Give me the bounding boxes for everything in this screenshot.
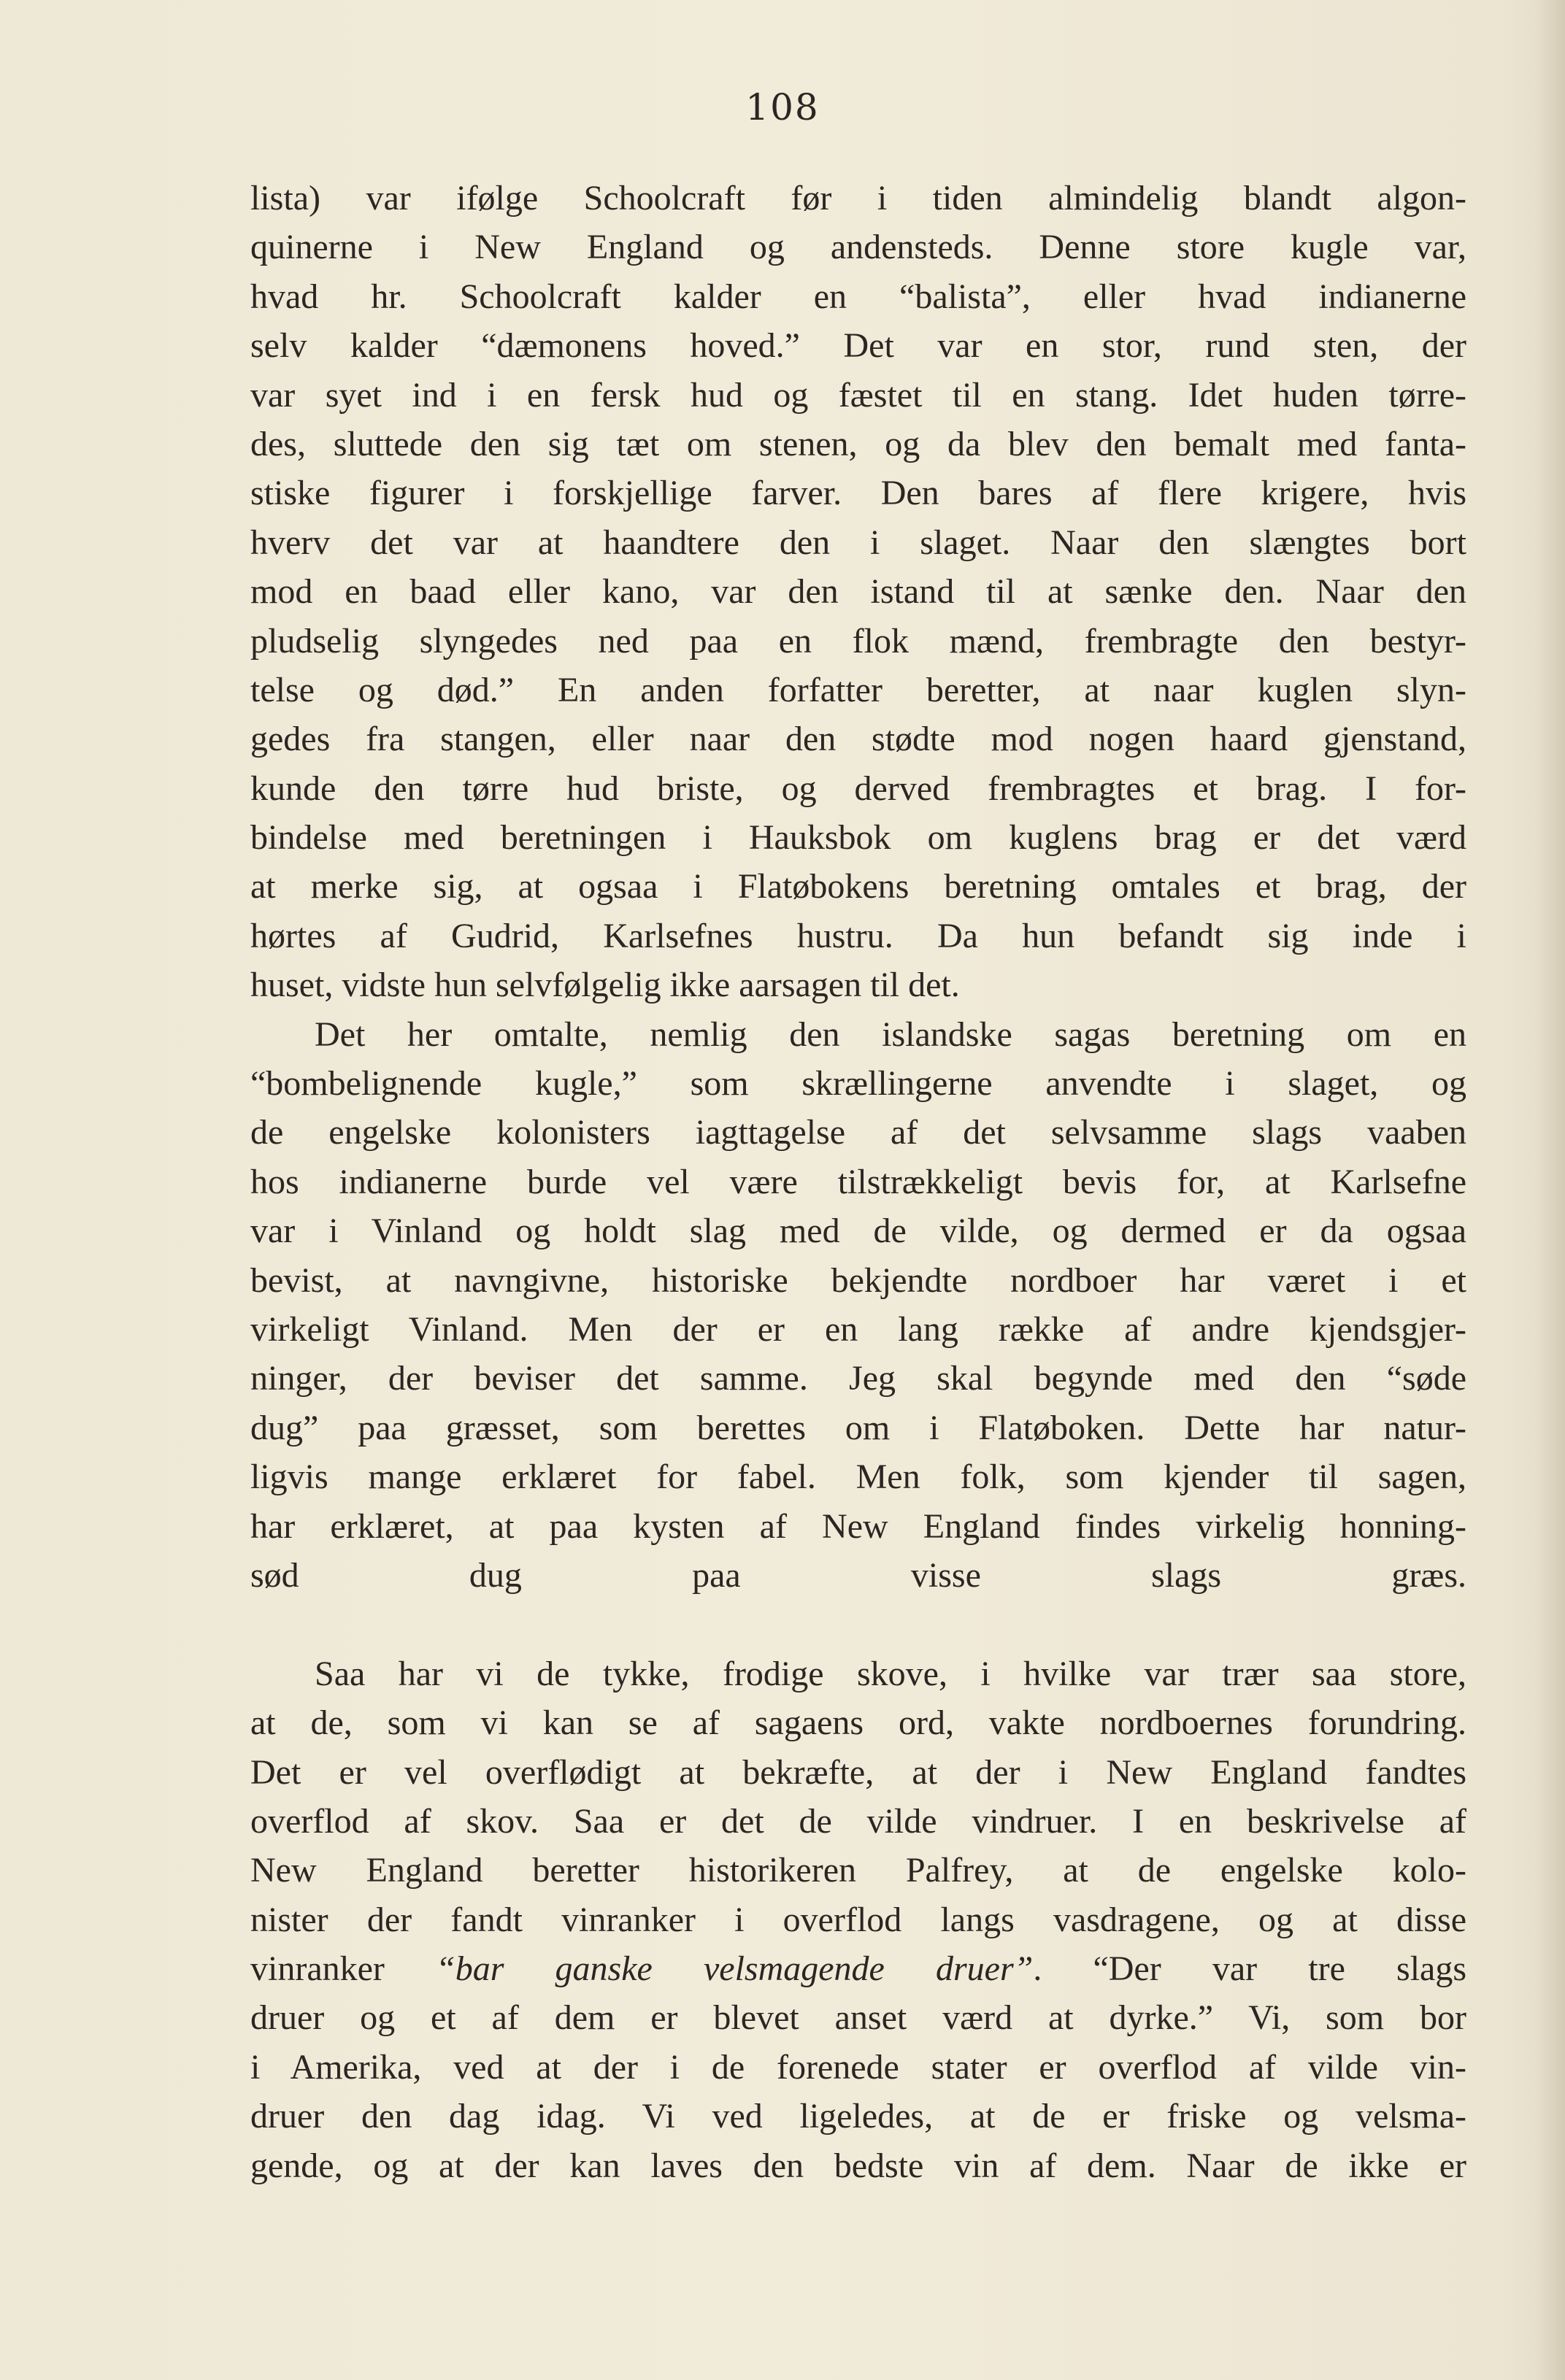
text-line: sød dug paa visse slags græs. <box>250 1555 1466 1595</box>
text-line: hørtes af Gudrid, Karlsefnes hustru. Da hun befandt sig inde i <box>250 916 1466 955</box>
text-line: kunde den tørre hud briste, og derved frembragtes et brag. I for- <box>250 769 1466 808</box>
text-line: mod en baad eller kano, var den istand til at sænke den. Naar den <box>250 572 1466 612</box>
text-line: de engelske kolonisters iagttagelse af det selvsamme slags vaaben <box>250 1113 1466 1152</box>
text-line: var i Vinland og holdt slag med de vilde, og dermed er da ogsaa <box>250 1212 1466 1251</box>
text-line: Det her omtalte, nemlig den islandske sagas beretning om en <box>315 1014 1466 1054</box>
text-line: at de, som vi kan se af sagaens ord, vakte nordboernes forundring. <box>250 1703 1466 1743</box>
text-line: stiske figurer i forskjellige farver. Den bares af flere krigere, hvis <box>250 474 1466 513</box>
text-line <box>250 1600 1466 1649</box>
text-line: dug” paa græsset, som berettes om i Flatøboken. Dette har natur- <box>250 1408 1466 1447</box>
text-line: huset, vidste hun selvfølgelig ikke aarsagen til det. <box>250 966 960 1005</box>
text-line: bevist, at navngivne, historiske bekjendte nordboer har været i et <box>250 1260 1466 1300</box>
text-segment: vinranker <box>250 1949 437 1989</box>
text-line: hvad hr. Schoolcraft kalder en “balista”, eller hvad indianerne <box>250 277 1466 316</box>
text-line: Saa har vi de tykke, frodige skove, i hvilke var trær saa store, <box>315 1654 1466 1693</box>
text-segment: . “Der var tre slags <box>1033 1949 1466 1989</box>
paragraph <box>250 1010 1466 1649</box>
text-line: gende, og at der kan laves den bedste vin af dem. Naar de ikke er <box>250 2146 1466 2185</box>
text-line: bindelse med beretningen i Hauksbok om kuglens brag er det værd <box>250 818 1466 858</box>
text-line: des, sluttede den sig tæt om stenen, og da blev den bemalt med fanta- <box>250 424 1466 463</box>
text-line-with-quote <box>250 1944 1466 1993</box>
italic-quote: “bar ganske velsmagende druer” <box>436 1949 1034 1989</box>
text-line: ligvis mange erklæret for fabel. Men folk, som kjender til sagen, <box>250 1457 1466 1497</box>
text-line: selv kalder “dæmonens hoved.” Det var en stor, rund sten, der <box>250 326 1466 366</box>
text-line: at merke sig, at ogsaa i Flatøbokens beretning omtales et brag, der <box>250 867 1466 906</box>
text-line: quinerne i New England og andensteds. Denne store kugle var, <box>250 228 1466 267</box>
text-line: nister der fandt vinranker i overflod langs vasdragene, og at disse <box>250 1900 1466 1939</box>
body-text <box>250 174 1466 2190</box>
text-line: “bombelignende kugle,” som skrællingerne anvendte i slaget, og <box>250 1064 1466 1104</box>
text-line: lista) var ifølge Schoolcraft før i tiden almindelig blandt algon- <box>250 179 1466 217</box>
text-line: gedes fra stangen, eller naar den stødte mod nogen haard gjenstand, <box>250 720 1466 759</box>
text-line: hos indianerne burde vel være tilstrækkeligt bevis for, at Karlsefne <box>250 1162 1466 1201</box>
text-line: pludselig slyngedes ned paa en flok mænd, frembragte den bestyr- <box>250 621 1466 661</box>
text-line: druer den dag idag. Vi ved ligeledes, at de er friske og velsma- <box>250 2097 1466 2136</box>
page-edge-shadow <box>1536 0 1565 2380</box>
page-number: 108 <box>745 86 820 128</box>
text-line: druer og et af dem er blevet anset værd at dyrke.” Vi, som bor <box>250 1998 1466 2038</box>
text-line: telse og død.” En anden forfatter beretter, at naar kuglen slyn- <box>250 670 1466 709</box>
text-line: ninger, der beviser det samme. Jeg skal begynde med den “søde <box>250 1359 1466 1398</box>
paragraph <box>250 1649 1466 2190</box>
text-line: overflod af skov. Saa er det de vilde vindruer. I en beskrivelse af <box>250 1801 1466 1841</box>
text-line: virkeligt Vinland. Men der er en lang række af andre kjendsgjer- <box>250 1309 1466 1349</box>
text-line: har erklæret, at paa kysten af New England findes virkelig honning- <box>250 1506 1466 1546</box>
paragraph <box>250 174 1466 1010</box>
text-line: New England beretter historikeren Palfrey, at de engelske kolo- <box>250 1851 1466 1890</box>
text-line: Det er vel overflødigt at bekræfte, at der i New England fandtes <box>250 1752 1466 1792</box>
text-line: i Amerika, ved at der i de forenede stater er overflod af vilde vin- <box>250 2047 1466 2087</box>
text-line: hverv det var at haandtere den i slaget. Naar den slængtes bort <box>250 523 1466 562</box>
text-line: var syet ind i en fersk hud og fæstet til en stang. Idet huden tørre- <box>250 375 1466 415</box>
